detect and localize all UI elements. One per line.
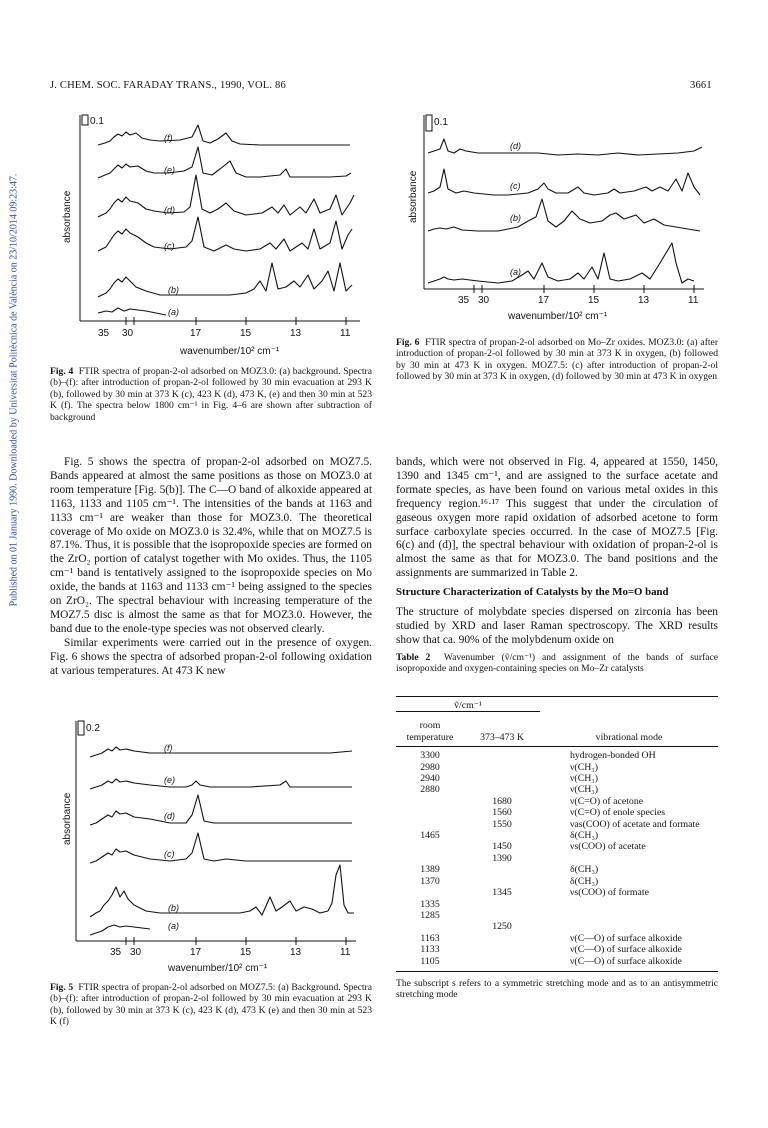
caption-label: Fig. 4	[50, 366, 74, 377]
spectrum-trace	[98, 263, 352, 297]
tick-label: 15	[588, 295, 600, 306]
x-axis-label: wavenumber/10² cm⁻¹	[180, 346, 280, 357]
caption-label: Fig. 5	[50, 982, 74, 993]
scale-bar-label: 0.1	[90, 116, 104, 127]
table-row	[396, 830, 718, 841]
section-text	[396, 606, 718, 648]
table-row	[396, 853, 718, 864]
trace-label: (d)	[164, 811, 175, 821]
table-cell: νas(COO) of acetate and formate	[570, 818, 700, 830]
spectrum-trace	[98, 125, 350, 145]
table-cell: ν(C=O) of acetone	[570, 795, 644, 807]
table-cell: hydrogen-bonded OH	[570, 750, 656, 762]
table-cell	[464, 899, 540, 910]
table-cell: 2980	[420, 761, 440, 773]
table-row	[396, 933, 718, 944]
trace-label: (e)	[164, 165, 175, 175]
table-cell	[464, 784, 540, 795]
table-cell: 1105	[420, 955, 440, 967]
table-cell: ν(C=O) of enole species	[570, 807, 666, 819]
table-2-caption	[396, 652, 718, 674]
spectrum-trace	[90, 779, 352, 789]
figure-6-plot	[398, 103, 720, 333]
table-cell	[464, 747, 540, 762]
trace-label: (f)	[164, 133, 173, 143]
trace-label: (b)	[510, 213, 521, 223]
table-cell: 2880	[420, 784, 440, 796]
scale-bar-label: 0.2	[86, 723, 100, 734]
table-cell: 1389	[420, 864, 440, 876]
table-cell	[540, 910, 718, 921]
figure-5-caption	[50, 982, 372, 1028]
table-cell	[396, 853, 464, 864]
tick-label: 17	[190, 328, 202, 339]
tick-label: 30	[130, 947, 142, 958]
tick-label: 17	[190, 947, 202, 958]
table-row	[396, 944, 718, 955]
table-row	[396, 807, 718, 818]
spectrum-trace	[98, 175, 354, 217]
table-cell: νs(COO) of acetate	[570, 841, 646, 853]
spectrum-trace	[428, 243, 694, 283]
tick-label: 11	[340, 947, 351, 958]
table-cell: 1163	[420, 932, 440, 944]
x-axis-label: wavenumber/10² cm⁻¹	[508, 311, 608, 322]
scale-bar	[426, 115, 432, 131]
table-cell: 1390	[492, 852, 512, 864]
page-number: 3661	[690, 80, 712, 91]
tick-label: 13	[290, 947, 302, 958]
table-cell	[540, 899, 718, 910]
tick-label: 30	[122, 328, 134, 339]
table-cell	[396, 819, 464, 830]
caption-label: Table 2	[396, 652, 431, 663]
tick-label: 30	[478, 295, 490, 306]
tick-label: 13	[290, 328, 302, 339]
table-row	[396, 841, 718, 852]
table-row	[396, 864, 718, 875]
table-cell: ν(C—O) of surface alkoxide	[570, 932, 682, 944]
data-table	[396, 696, 718, 967]
table-cell: ν(CH₃)	[570, 761, 598, 773]
tick-label: 35	[98, 328, 110, 339]
trace-label: (d)	[164, 205, 175, 215]
download-notice-text: Published on 01 January 1990. Downloaded by Universitat Politècnica de València on 23/10/2014 09:23:47.	[8, 173, 20, 607]
trace-label: (c)	[164, 849, 175, 859]
spectrum-trace	[428, 139, 702, 155]
spectrum-trace	[428, 199, 700, 231]
table-cell: 1465	[420, 830, 440, 842]
spectrum-trace	[428, 169, 700, 195]
left-column-text	[50, 456, 372, 679]
table-span-header: ṽ/cm⁻¹	[396, 697, 540, 712]
figure-4	[50, 103, 370, 365]
tick-label: 35	[458, 295, 470, 306]
table-cell: ν(C—O) of surface alkoxide	[570, 944, 682, 956]
table-cell: ν(C—O) of surface alkoxide	[570, 955, 682, 967]
table-row	[396, 921, 718, 932]
right-column-text	[396, 456, 718, 581]
table-row	[396, 796, 718, 807]
figure-6	[398, 103, 720, 333]
paragraph: Similar experiments were carried out in the presence of oxygen. Fig. 6 shows the spectra of adsorbed propan-2-ol following oxidation at various temperatures. At 473 K new	[50, 636, 372, 677]
tick-label: 17	[538, 295, 550, 306]
download-notice	[6, 110, 22, 670]
tick-label: 15	[240, 328, 252, 339]
table-cell	[396, 841, 464, 852]
spectrum-trace	[98, 147, 351, 178]
paragraph: bands, which were not observed in Fig. 4, appeared at 1550, 1450, 1390 and 1345 cm⁻¹, and are assigned to the surface acetate and formate species, as have been found on various metal oxides in this frequency region.¹⁶·¹⁷ This suggest that under the circulation of gaseous oxygen more rapid oxidation of adsorbed acetone to form surface carboxylate species occurred. In the case of MOZ7.5 [Fig. 6(c) and (d)], the spectral behaviour with oxidation of propan-2-ol is almost the same as that for MOZ3.0. The band positions and the assignments are summarized in Table 2.	[396, 456, 718, 580]
figure-6-caption	[396, 337, 718, 383]
journal-header: J. CHEM. SOC. FARADAY TRANS., 1990, VOL. 86	[50, 80, 286, 91]
table-cell: 1680	[492, 795, 512, 807]
scale-bar-label: 0.1	[434, 117, 448, 128]
figure-4-plot	[50, 103, 370, 365]
table-cell	[396, 921, 464, 932]
trace-label: (a)	[168, 921, 179, 931]
trace-label: (c)	[164, 241, 175, 251]
table-row	[396, 747, 718, 762]
table-cell: 1335	[420, 898, 440, 910]
column-header: 373–473 K	[480, 731, 524, 743]
tick-label: 35	[110, 947, 122, 958]
table-cell	[464, 762, 540, 773]
table-cell: 2940	[420, 773, 440, 785]
table-cell: ν(CH₃)	[570, 784, 598, 796]
table-footnote: The subscript s refers to a symmetric stretching mode and as to an antisymmetric stretching mode	[396, 977, 718, 1001]
paragraph: Fig. 5 shows the spectra of propan-2-ol adsorbed on MOZ7.5. Bands appeared at almost the same positions as those on MOZ3.0 at room temperature [Fig. 5(b)]. The C—O band of alkoxide appeared at 1163, 1133 and 1105 cm⁻¹. The intensities of the bands at 1163 and 1133 cm⁻¹ are weaker than those for MOZ3.0. The theoretical coverage of Mo oxide on MOZ3.0 is 32.4%, while that on MOZ7.5 is 87.1%. Thus, it is possible that the isopropoxide species are formed on the ZrO₂ portion of catalyst together with Mo oxides. Thus, the 1105 cm⁻¹ band is tentatively assigned to the isopropoxide species on Mo oxide, the bands at 1163 and 1133 cm⁻¹ being assigned to the species on ZrO₂. The spectral behaviour with increasing temperature of the MOZ7.5 disc is almost the same as that for MOZ3.0. However, the band due to the enole-type species was not observed clearly.	[50, 456, 372, 635]
spectrum-trace	[98, 308, 166, 315]
table-row	[396, 899, 718, 910]
table-cell: 1133	[420, 944, 440, 956]
table-cell	[464, 876, 540, 887]
trace-label: (b)	[168, 903, 179, 913]
table-cell	[396, 796, 464, 807]
trace-label: (a)	[168, 307, 179, 317]
table-cell: νs(COO) of formate	[570, 887, 649, 899]
spectrum-trace	[90, 865, 354, 917]
table-2	[396, 696, 718, 1000]
caption-text: FTIR spectra of propan-2-ol adsorbed on Mo–Zr oxides. MOZ3.0: (a) after introduction of propan-2-ol followed by 30 min at 373 K in oxygen, (b) followed by 30 min at 473 K in oxygen. MOZ7.5: (c) after introduction of propan-2-ol followed by 30 min at 373 K in oxygen, (d) followed by 30 min at 473 K in oxygen	[396, 337, 719, 383]
spectrum-trace	[90, 833, 352, 863]
scale-bar	[82, 115, 88, 125]
table-cell: ν(CH₃)	[570, 773, 598, 785]
spectrum-trace	[90, 747, 352, 757]
table-cell	[464, 910, 540, 921]
table-cell: 1250	[492, 921, 512, 933]
tick-label: 13	[638, 295, 650, 306]
paragraph: The structure of molybdate species dispersed on zirconia has been studied by XRD and laser Raman spectroscopy. The XRD results show that ca. 90% of the molybdenum oxide on	[396, 606, 718, 646]
trace-label: (e)	[164, 775, 175, 785]
x-axis-label: wavenumber/10² cm⁻¹	[168, 963, 268, 974]
figure-4-caption	[50, 366, 372, 423]
table-cell	[540, 853, 718, 864]
table-row	[396, 773, 718, 784]
table-cell	[464, 830, 540, 841]
spectrum-trace	[90, 795, 352, 825]
y-axis-label: absorbance	[408, 170, 419, 223]
section-heading: Structure Characterization of Catalysts by the Mo=O band	[396, 586, 669, 598]
caption-text: FTIR spectra of propan-2-ol adsorbed on MOZ7.5: (a) Background. Spectra (b)–(f): after introduction of propan-2-ol followed by 30 min evacuation at 293 K (b), followed by 30 min at 373 K (c), 423 K (d), 473 K (e) and then 30 min at 523 K (f)	[50, 982, 373, 1028]
table-row	[396, 784, 718, 795]
table-cell: 3300	[420, 750, 440, 762]
table-cell: δ(CH₃)	[570, 830, 599, 842]
table-cell	[464, 933, 540, 944]
table-cell: 1550	[492, 818, 512, 830]
table-cell	[464, 773, 540, 784]
table-cell	[464, 944, 540, 955]
table-cell: 1450	[492, 841, 512, 853]
caption-text: FTIR spectra of propan-2-ol adsorbed on MOZ3.0: (a) background. Spectra (b)–(f): after introduction of propan-2-ol followed by 30 min evacuation at 293 K (b), followed by 30 min at 373 K (c), 423 K (d), 473 K, (e) and then 30 min at 523 K (f). The spectra below 1800 cm⁻¹ in Fig. 4–6 are shown after subtraction of background	[50, 366, 372, 423]
caption-text: Wavenumber (ṽ/cm⁻¹) and assignment of the bands of surface isopropoxide and oxygen-containing species on Mo–Zr catalysts	[396, 652, 719, 675]
table-cell	[540, 921, 718, 932]
table-cell	[464, 956, 540, 967]
table-cell: 1345	[492, 887, 512, 899]
trace-label: (f)	[164, 743, 173, 753]
figure-5-plot	[50, 715, 370, 977]
table-cell: 1560	[492, 807, 512, 819]
table-cell: δ(CH₃)	[570, 875, 599, 887]
table-cell	[396, 887, 464, 898]
figure-5	[50, 715, 370, 977]
trace-label: (c)	[510, 181, 521, 191]
table-row	[396, 910, 718, 921]
table-cell	[396, 807, 464, 818]
table-row	[396, 956, 718, 967]
table-row	[396, 762, 718, 773]
caption-label: Fig. 6	[396, 337, 420, 348]
table-row	[396, 876, 718, 887]
table-cell: δ(CH₃)	[570, 864, 599, 876]
table-cell: 1285	[420, 909, 440, 921]
trace-label: (a)	[510, 267, 521, 277]
table-cell	[464, 864, 540, 875]
table-cell: 1370	[420, 875, 440, 887]
scale-bar	[78, 721, 84, 735]
column-header: room temperature	[406, 720, 454, 743]
y-axis-label: absorbance	[62, 792, 73, 845]
trace-label: (b)	[168, 285, 179, 295]
y-axis-label: absorbance	[62, 190, 73, 243]
column-header: vibrational mode	[595, 731, 663, 743]
spectrum-trace	[98, 217, 352, 251]
table-row	[396, 887, 718, 898]
table-row	[396, 819, 718, 830]
tick-label: 15	[240, 947, 252, 958]
tick-label: 11	[688, 295, 699, 306]
tick-label: 11	[340, 328, 351, 339]
trace-label: (d)	[510, 141, 521, 151]
spectrum-trace	[90, 925, 150, 935]
